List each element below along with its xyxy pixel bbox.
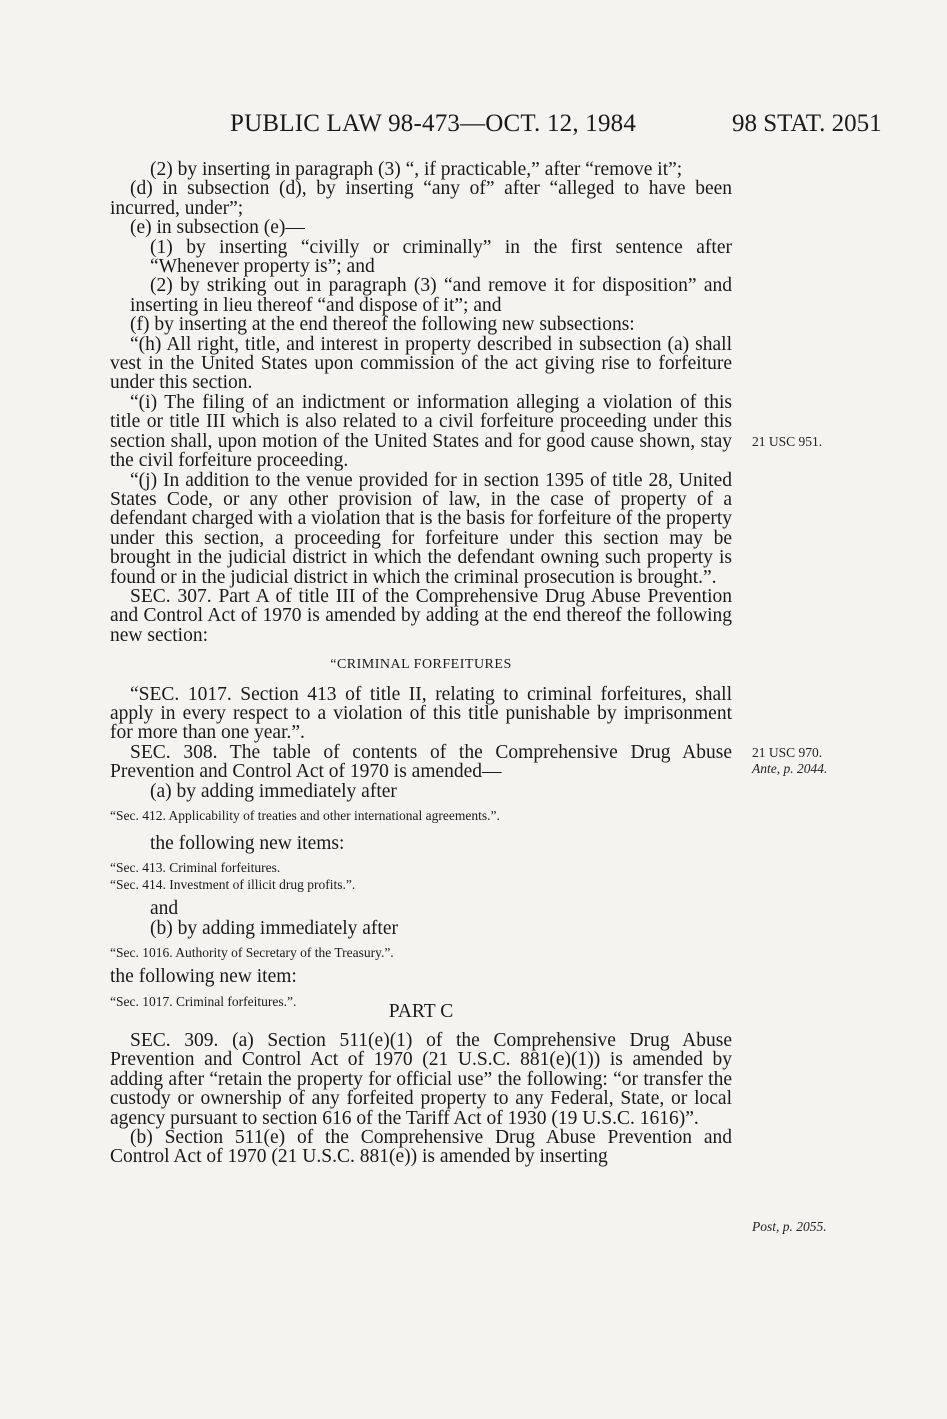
margin-note-line: 21 USC 970. <box>752 745 823 760</box>
paragraph: (d) in subsection (d), by inserting “any of” after “alleged to have been incurred, under”; <box>110 178 732 219</box>
paragraph: (a) by adding immediately after <box>150 780 397 802</box>
paragraph: “SEC. 1017. Section 413 of title II, relating to criminal forfeitures, shall apply in every respect to a violation of this title punishable by imprisonment for more than one year.”. <box>110 683 732 744</box>
table-of-contents-entry: “Sec. 414. Investment of illicit drug profits.”. <box>110 877 356 893</box>
margin-note-usc-951: 21 USC 951. <box>752 434 823 449</box>
paragraph: SEC. 309. (a) Section 511(e)(1) of the Comprehensive Drug Abuse Prevention and Control Act of 1970 (21 U.S.C. 881(e)(1)) is amended by adding after “retain the property for official use” the following: “or transfer the custody or ownership of any forfeited property to any Federal, State, or local agency pursuant to section 616 of the Tariff Act of 1930 (19 U.S.C. 1616)”. <box>110 1030 732 1129</box>
paragraph: the following new item: <box>110 966 297 988</box>
page-title: PUBLIC LAW 98-473—OCT. 12, 1984 <box>230 110 637 137</box>
paragraph: SEC. 307. Part A of title III of the Comprehensive Drug Abuse Prevention and Control Act of 1970 is amended by adding at the end thereof the following new section: <box>110 585 732 646</box>
document-body <box>110 160 732 1167</box>
paragraph: (b) by adding immediately after <box>150 917 398 939</box>
paragraph: and <box>150 898 179 920</box>
table-of-contents-entry: “Sec. 1016. Authority of Secretary of the Treasury.”. <box>110 945 394 961</box>
paragraph: (2) by striking out in paragraph (3) “and remove it for disposition” and inserting in lieu thereof “and dispose of it”; and <box>130 275 732 316</box>
paragraph: “(i) The filing of an indictment or information alleging a violation of this title or title III which is also related to a civil forfeiture proceeding under this section shall, upon motion of the United States and for good cause shown, stay the civil forfeiture proceeding. <box>110 391 732 472</box>
paragraph: (1) by inserting “civilly or criminally” in the first sentence after “Whenever property is”; and <box>150 236 732 278</box>
paragraph: (e) in subsection (e)— <box>130 217 305 239</box>
part-heading: PART C <box>388 1000 454 1022</box>
margin-note-usc-970 <box>752 745 827 777</box>
paragraph: “(j) In addition to the venue provided for in section 1395 of title 28, United States Code, or any other provision of law, in the case of property of a defendant charged with a violation that is the basis for forfeiture of the property under this section, a proceeding for forfeiture under this section may be brought in the judicial district in which the defendant owning such property is found or in the judicial district in which the criminal prosecution is brought.”. <box>110 469 732 588</box>
table-of-contents-entry: “Sec. 412. Applicability of treaties and other international agreements.”. <box>110 808 500 823</box>
margin-note-line: Ante, p. 2044. <box>752 761 828 776</box>
paragraph: “(h) All right, title, and interest in property described in subsection (a) shall vest in the United States upon commission of the act giving rise to forfeiture under this section. <box>110 333 732 394</box>
table-of-contents-entry: “Sec. 1017. Criminal forfeitures.”. <box>110 993 297 1009</box>
page-header <box>0 110 947 140</box>
paragraph: SEC. 308. The table of contents of the Comprehensive Drug Abuse Prevention and Control Act of 1970 is amended— <box>110 741 732 783</box>
margin-note-post: Post, p. 2055. <box>752 1219 827 1234</box>
table-of-contents-entry: “Sec. 413. Criminal forfeitures. <box>110 860 281 876</box>
paragraph: (2) by inserting in paragraph (3) “, if practicable,” after “remove it”; <box>150 159 683 180</box>
stat-reference: 98 STAT. 2051 <box>732 110 882 137</box>
section-heading: “CRIMINAL FORFEITURES <box>330 657 512 673</box>
paragraph: (f) by inserting at the end thereof the following new subsections: <box>130 314 635 336</box>
paragraph: the following new items: <box>150 833 345 854</box>
paragraph: (b) Section 511(e) of the Comprehensive Drug Abuse Prevention and Control Act of 1970 (21 U.S.C. 881(e)) is amended by inserting <box>110 1127 732 1168</box>
